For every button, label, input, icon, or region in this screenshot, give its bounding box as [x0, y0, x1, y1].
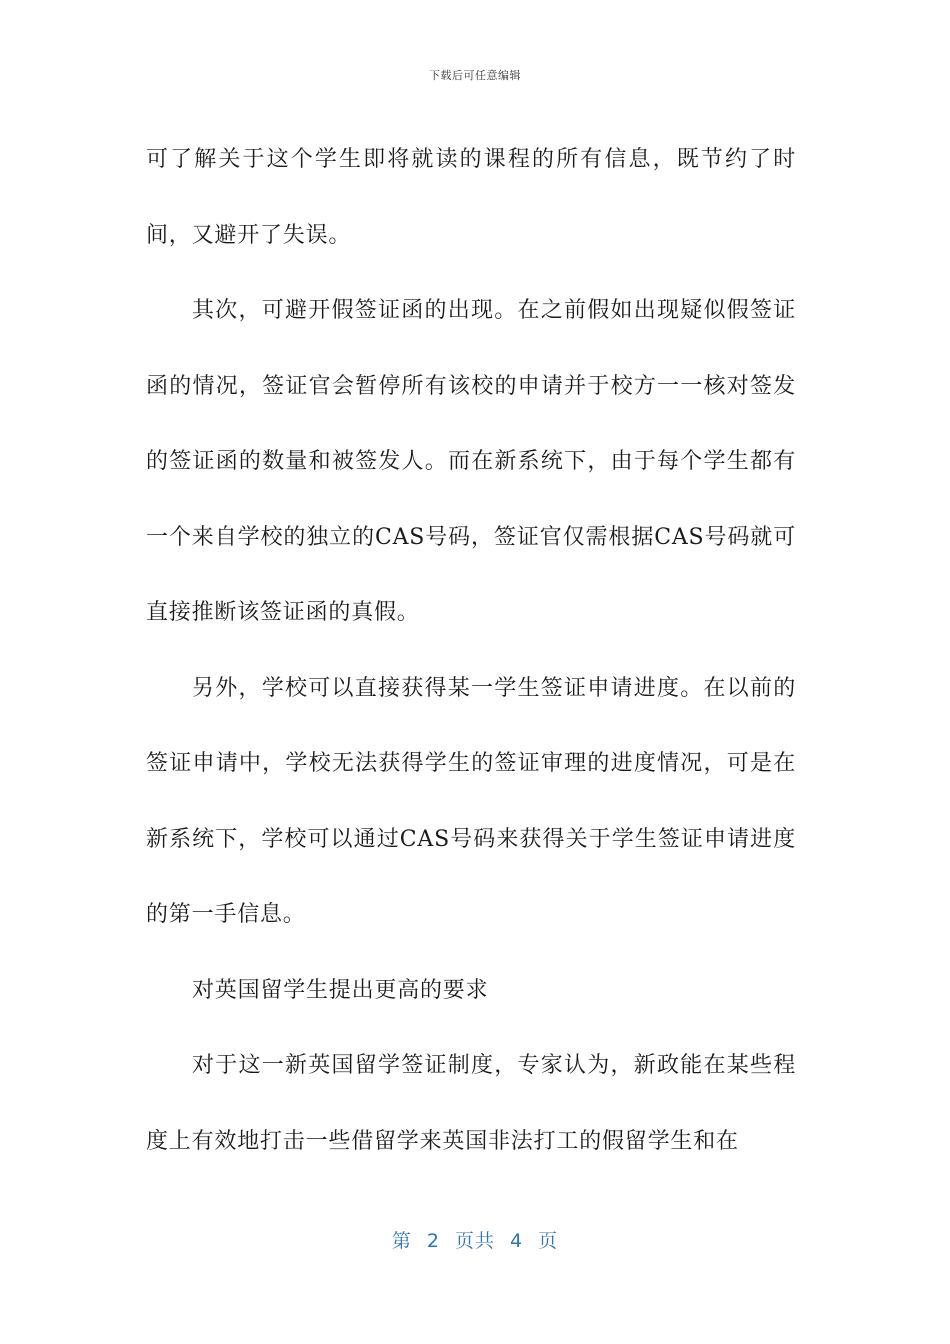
- paragraph-4: 对于这一新英国留学签证制度，专家认为，新政能在某些程度上有效地打击一些借留学来英国非法打工的假留学生和在: [146, 1053, 796, 1154]
- paragraph-1: 可了解关于这个学生即将就读的课程的所有信息，既节约了时间，又避开了失误。: [146, 147, 796, 248]
- paragraph-2: 其次，可避开假签证函的出现。在之前假如出现疑似假签证函的情况，签证官会暂停所有该校的申请并于校方一一核对签发的签证函的数量和被签发人。而在新系统下，由于每个学生都有一个来自学校的独立的CAS号码，签证官仅需根据CAS号码就可直接推断该签证函的真假。: [146, 298, 796, 625]
- section-heading: 对英国留学生提出更高的要求: [192, 977, 489, 1003]
- page-number-footer: 第 2 页共 4 页: [391, 1230, 559, 1252]
- paragraph-3: 另外，学校可以直接获得某一学生签证申请进度。在以前的签证申请中，学校无法获得学生的签证审理的进度情况，可是在新系统下，学校可以通过CAS号码来获得关于学生签证申请进度的第一手信息。: [146, 675, 796, 927]
- page-header: 下载后可任意编辑: [429, 69, 521, 82]
- document-body: [146, 122, 796, 1179]
